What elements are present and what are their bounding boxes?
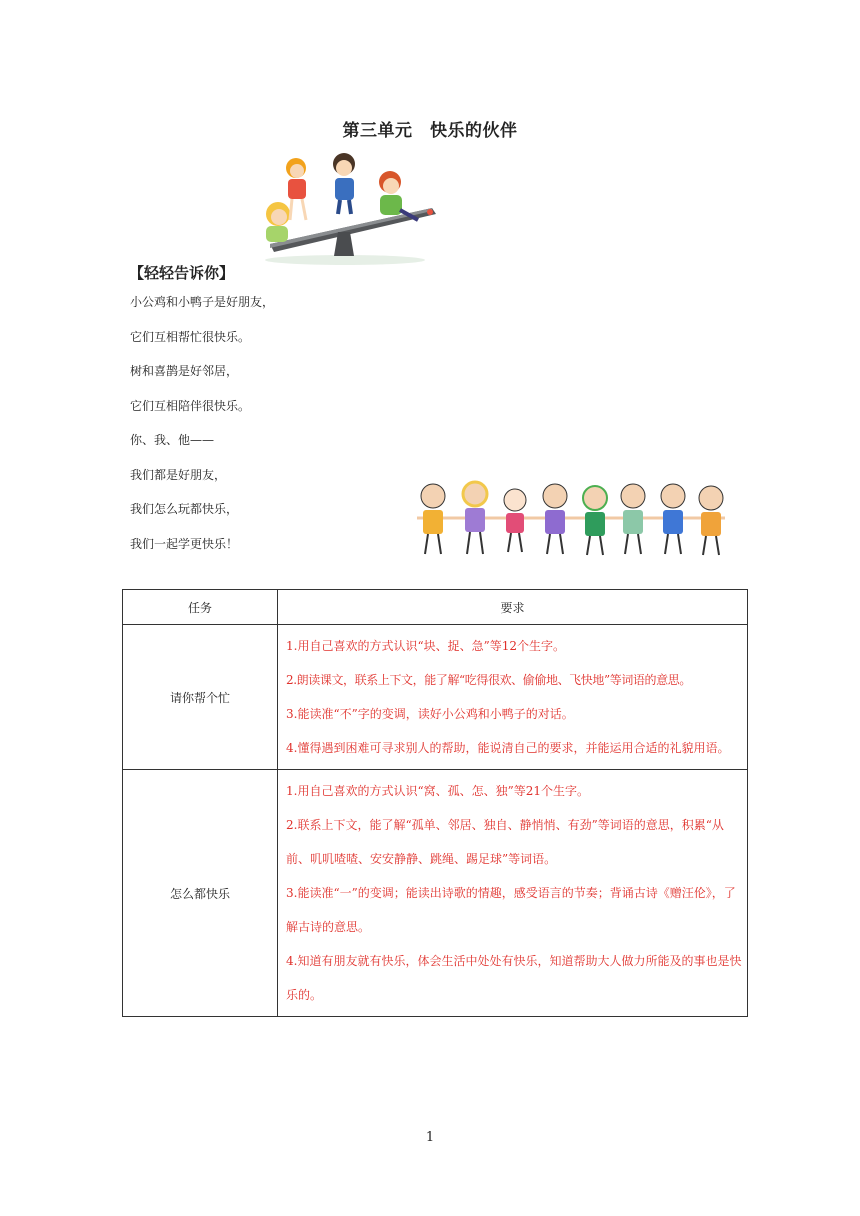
table-header-row [123,590,748,625]
poem-line: 它们互相帮忙很快乐。 [130,329,251,344]
poem-line: 你、我、他—— [130,433,215,447]
poem-line: 树和喜鹊是好邻居， [130,364,239,378]
requirement-item: 2.联系上下文，能了解“孤单、邻居、独自、静悄悄、有劲”等词语的意思，积累“从前、叽叽喳喳、安安静静、跳绳、踢足球”等词语。 [286,818,724,866]
poem-line: 小公鸡和小鸭子是好朋友， [130,295,275,309]
requirement-item: 2.朗读课文，联系上下文，能了解“吃得很欢、偷偷地、飞快地”等词语的意思。 [286,673,691,687]
column-header-task: 任务 [123,590,278,625]
requirement-item: 1.用自己喜欢的方式认识“窝、孤、怎、独”等21个生字。 [286,784,589,798]
requirements-cell [278,625,748,770]
requirement-item: 3.能读准“一”的变调；能读出诗歌的情趣，感受语言的节奏；背诵古诗《赠汪伦》，了解古诗的意思。 [286,886,736,934]
section-heading: 【轻轻告诉你】 [129,264,235,282]
kids-on-seesaw-illustration [250,148,440,270]
poem-line: 它们互相陪伴很快乐。 [130,398,251,413]
requirement-item: 4.知道有朋友就有快乐，体会生活中处处有快乐，知道帮助大人做力所能及的事也是快乐的。 [286,954,742,1002]
task-name: 请你帮个忙 [123,625,278,770]
poem-line: 我们怎么玩都快乐， [130,502,239,516]
requirements-cell [278,770,748,1017]
requirement-item: 4.懂得遇到困难可寻求别人的帮助，能说清自己的要求，并能运用合适的礼貌用语。 [286,741,730,755]
table-row [123,625,748,770]
page-number: 1 [425,1130,435,1145]
requirement-item: 3.能读准“不”字的变调，读好小公鸡和小鸭子的对话。 [286,707,574,721]
requirement-item: 1.用自己喜欢的方式认识“块、捉、急”等12个生字。 [286,639,565,653]
poem-line: 我们都是好朋友， [130,467,227,482]
page-title: 第三单元 快乐的伙伴 [342,121,518,141]
kids-holding-hands-illustration [405,478,740,562]
poem-line: 我们一起学更快乐！ [130,536,239,551]
task-requirements-table [122,589,748,1017]
task-name: 怎么都快乐 [123,770,278,1017]
column-header-requirements: 要求 [278,590,748,625]
poem [130,292,274,568]
table-row [123,770,748,1017]
